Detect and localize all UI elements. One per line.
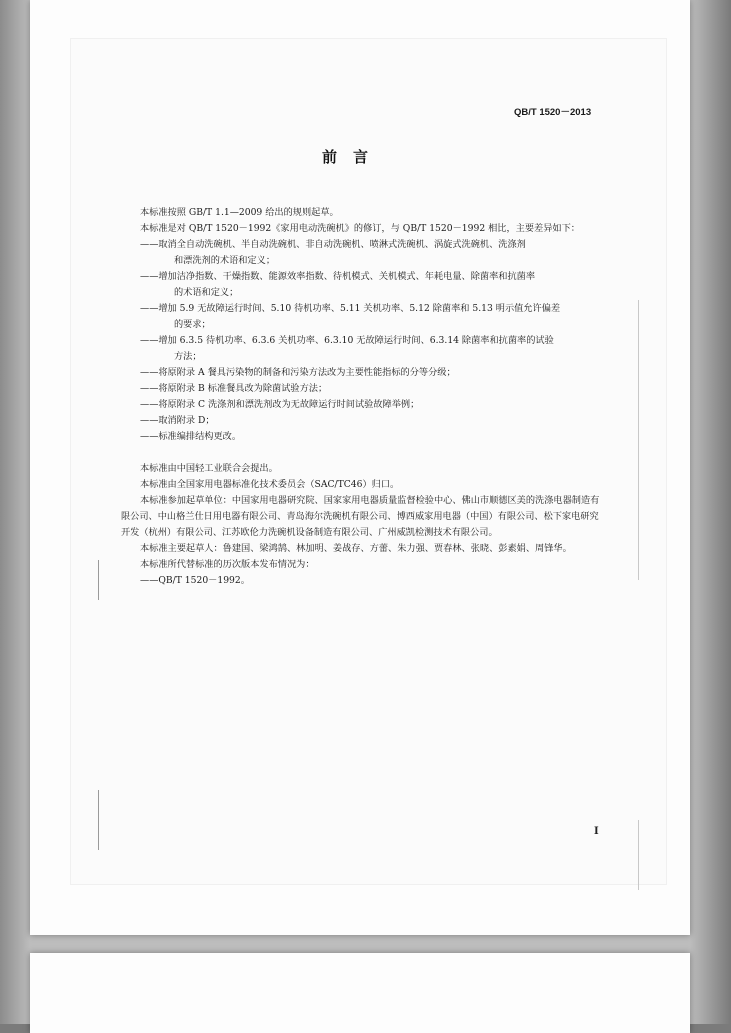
- paragraph: 本标准所代替标准的历次版本发布情况为：: [140, 559, 315, 570]
- list-item: [121, 333, 605, 365]
- list-item-text: ——取消附录 D；: [140, 415, 215, 426]
- list-item: [121, 397, 605, 413]
- page-number: I: [594, 826, 599, 837]
- list-item-text: ——QB/T 1520－1992。: [140, 575, 250, 586]
- list-item-text: ——增加 5.9 无故障运行时间、5.10 待机功率、5.11 关机功率、5.12 除菌率和 5.13 明示值允许偏差: [140, 303, 561, 314]
- paragraph: 本标准是对 QB/T 1520－1992《家用电动洗碗机》的修订，与 QB/T 1520－1992 相比，主要差异如下：: [140, 223, 580, 234]
- paragraph: 本标准按照 GB/T 1.1—2009 给出的规则起草。: [140, 207, 339, 218]
- next-document-page: [30, 953, 690, 1033]
- list-item-text: ——标准编排结构更改。: [140, 431, 242, 442]
- scan-artifact-line: [98, 790, 99, 850]
- list-item-continuation: 的要求；: [174, 319, 211, 330]
- list-item: [121, 301, 605, 333]
- list-item-text: ——将原附录 B 标准餐具改为除菌试验方法；: [140, 383, 328, 394]
- list-item-continuation: 的术语和定义；: [174, 287, 239, 298]
- list-item: [121, 269, 605, 301]
- scan-artifact-line: [638, 820, 639, 890]
- scan-artifact-line: [638, 300, 639, 580]
- list-item-text: ——增加 6.3.5 待机功率、6.3.6 关机功率、6.3.10 无故障运行时间、6.3.14 除菌率和抗菌率的试验: [140, 335, 554, 346]
- list-item: [121, 573, 605, 589]
- paragraph-gap: [121, 445, 605, 461]
- list-item: [121, 413, 605, 429]
- list-item-text: ——增加洁净指数、干燥指数、能源效率指数、待机模式、关机模式、年耗电量、除菌率和抗菌率: [140, 271, 536, 282]
- list-item-continuation: 和漂洗剂的术语和定义；: [174, 255, 276, 266]
- list-item: [121, 365, 605, 381]
- scan-artifact-line: [98, 560, 99, 600]
- foreword-body: [121, 205, 605, 589]
- list-item: [121, 381, 605, 397]
- paragraph: 本标准由全国家用电器标准化技术委员会（SAC/TC46）归口。: [140, 479, 400, 490]
- paragraph: 本标准由中国轻工业联合会提出。: [140, 463, 278, 474]
- list-item-continuation: 方法；: [174, 351, 202, 362]
- list-item: [121, 429, 605, 445]
- standard-code: QB/T 1520－2013: [514, 107, 592, 118]
- paragraph: 本标准参加起草单位：中国家用电器研究院、国家家用电器质量监督检验中心、佛山市顺德区美的洗涤电器制造有限公司、中山格兰仕日用电器有限公司、青岛海尔洗碗机有限公司、博西威家用电器（中国）有限公司、松下家电研究开发（杭州）有限公司、江苏欧伦力洗碗机设备制造有限公司、广州威凯检测技术有限公司。: [121, 495, 600, 538]
- list-item-text: ——将原附录 A 餐具污染物的制备和污染方法改为主要性能指标的分等分级；: [140, 367, 456, 378]
- page-title: 前言: [322, 148, 385, 166]
- list-item-text: ——取消全自动洗碗机、半自动洗碗机、非自动洗碗机、喷淋式洗碗机、涡旋式洗碗机、洗涤剂: [140, 239, 526, 250]
- list-item: [121, 237, 605, 269]
- list-item-text: ——将原附录 C 洗涤剂和漂洗剂改为无故障运行时间试验故障举例；: [140, 399, 420, 410]
- paragraph: 本标准主要起草人：鲁建国、梁鸿鹄、林加明、姜战存、方蕾、朱力强、贾春林、张晓、彭素娟、周锋华。: [140, 543, 572, 554]
